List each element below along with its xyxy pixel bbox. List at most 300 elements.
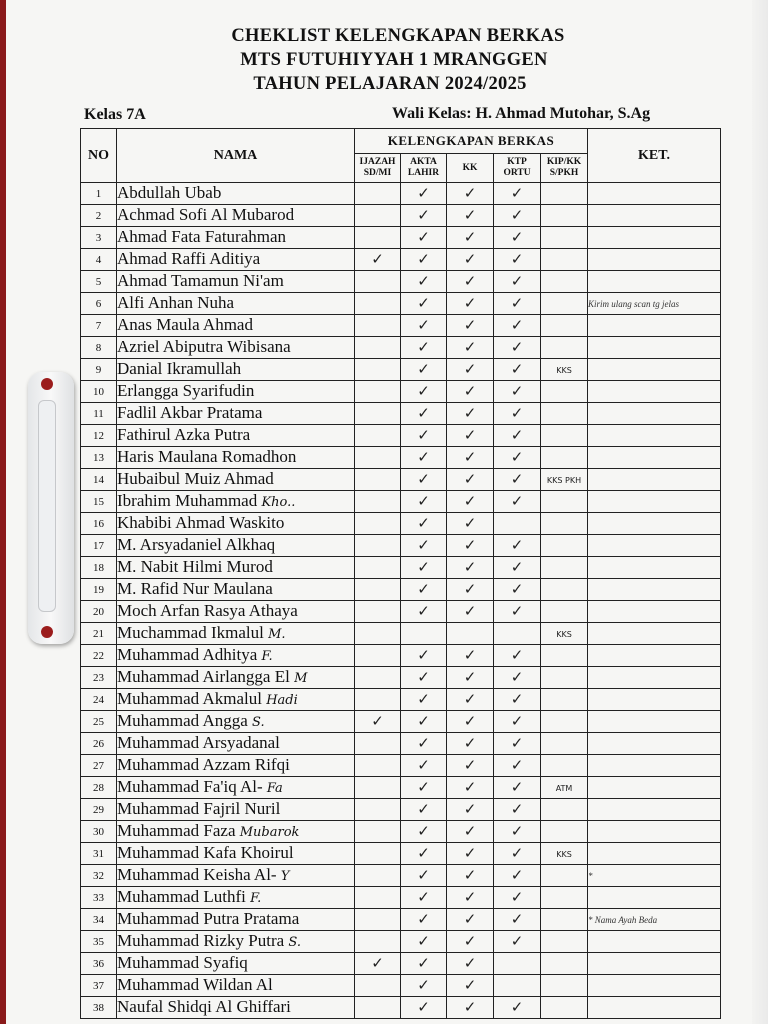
student-name (117, 953, 355, 975)
keterangan (588, 271, 721, 293)
row-number: 1 (81, 183, 117, 205)
student-name-text: M. Arsyadaniel Alkhaq (117, 535, 276, 554)
kk-check: ✓ (447, 535, 494, 557)
ijazah-check (355, 645, 401, 667)
row-number: 24 (81, 689, 117, 711)
keterangan (588, 777, 721, 799)
table-row (81, 865, 721, 887)
row-number: 28 (81, 777, 117, 799)
kk-check: ✓ (447, 689, 494, 711)
akta-check: ✓ (401, 227, 447, 249)
kip-note-text: KKS (556, 629, 572, 639)
table-row (81, 579, 721, 601)
kip-note (541, 865, 588, 887)
row-number: 20 (81, 601, 117, 623)
keterangan (588, 403, 721, 425)
ijazah-check (355, 777, 401, 799)
ijazah-check (355, 513, 401, 535)
ktp-check: ✓ (494, 645, 541, 667)
akta-check: ✓ (401, 557, 447, 579)
akta-check: ✓ (401, 645, 447, 667)
ijazah-check (355, 337, 401, 359)
row-number: 12 (81, 425, 117, 447)
kk-check: ✓ (447, 887, 494, 909)
table-row (81, 183, 721, 205)
row-number: 14 (81, 469, 117, 491)
kip-note (541, 579, 588, 601)
table-row (81, 271, 721, 293)
ijazah-check (355, 755, 401, 777)
ijazah-check (355, 205, 401, 227)
ktp-check: ✓ (494, 777, 541, 799)
kip-note (541, 315, 588, 337)
keterangan (588, 953, 721, 975)
akta-check: ✓ (401, 777, 447, 799)
student-name-text: Muhammad Adhitya (117, 645, 258, 664)
keterangan (588, 931, 721, 953)
ijazah-check (355, 843, 401, 865)
akta-check: ✓ (401, 205, 447, 227)
header-no: NO (81, 129, 117, 183)
ktp-check: ✓ (494, 293, 541, 315)
kk-check: ✓ (447, 865, 494, 887)
kk-check: ✓ (447, 975, 494, 997)
ijazah-check: ✓ (355, 249, 401, 271)
kk-check: ✓ (447, 381, 494, 403)
ktp-check: ✓ (494, 887, 541, 909)
ktp-check: ✓ (494, 821, 541, 843)
kip-note (541, 799, 588, 821)
ktp-check: ✓ (494, 381, 541, 403)
row-number: 27 (81, 755, 117, 777)
clip-bar (38, 400, 56, 612)
header-akta: AKTA LAHIR (401, 154, 447, 183)
keterangan (588, 557, 721, 579)
row-number: 34 (81, 909, 117, 931)
kk-check: ✓ (447, 711, 494, 733)
keterangan (588, 755, 721, 777)
row-number: 25 (81, 711, 117, 733)
class-label: Kelas 7A (84, 106, 146, 123)
student-name-text: Haris Maulana Romadhon (117, 447, 297, 466)
student-name-text: Muchammad Ikmalul (117, 623, 264, 642)
student-name (117, 381, 355, 403)
student-name-text: Muhammad Airlangga El (117, 667, 290, 686)
kip-note (541, 227, 588, 249)
keterangan (588, 711, 721, 733)
student-name-text: Alfi Anhan Nuha (117, 293, 235, 312)
akta-check: ✓ (401, 821, 447, 843)
student-name-text: Muhammad Fa'iq Al- (117, 777, 263, 796)
kip-note (541, 249, 588, 271)
row-number: 6 (81, 293, 117, 315)
student-name (117, 887, 355, 909)
ijazah-check (355, 909, 401, 931)
ktp-check: ✓ (494, 337, 541, 359)
keterangan (588, 359, 721, 381)
handwritten-name-suffix: F. (261, 649, 273, 664)
keterangan (588, 579, 721, 601)
table-row (81, 513, 721, 535)
student-name-text: Muhammad Arsyadanal (117, 733, 280, 752)
kip-note (541, 733, 588, 755)
student-name (117, 821, 355, 843)
row-number: 18 (81, 557, 117, 579)
akta-check: ✓ (401, 315, 447, 337)
keterangan (588, 205, 721, 227)
keterangan (588, 183, 721, 205)
table-row (81, 557, 721, 579)
homeroom-teacher: Wali Kelas: H. Ahmad Mutohar, S.Ag (392, 105, 651, 122)
akta-check: ✓ (401, 447, 447, 469)
student-name (117, 601, 355, 623)
akta-check: ✓ (401, 931, 447, 953)
kip-note (541, 359, 588, 381)
akta-check: ✓ (401, 843, 447, 865)
kip-note (541, 689, 588, 711)
kip-note (541, 513, 588, 535)
ktp-check: ✓ (494, 249, 541, 271)
ijazah-check (355, 403, 401, 425)
student-name (117, 271, 355, 293)
keterangan: * Nama Ayah Beda (588, 909, 721, 931)
student-name-text: Muhammad Kafa Khoirul (117, 843, 294, 862)
kk-check: ✓ (447, 821, 494, 843)
akta-check: ✓ (401, 337, 447, 359)
student-name (117, 623, 355, 645)
kip-note (541, 491, 588, 513)
row-number: 13 (81, 447, 117, 469)
kip-note (541, 821, 588, 843)
table-row (81, 975, 721, 997)
student-name (117, 865, 355, 887)
header-ktp: KTP ORTU (494, 154, 541, 183)
akta-check: ✓ (401, 975, 447, 997)
student-name-text: M. Nabit Hilmi Murod (117, 557, 273, 576)
keterangan (588, 689, 721, 711)
ijazah-check (355, 447, 401, 469)
ktp-check: ✓ (494, 755, 541, 777)
akta-check: ✓ (401, 953, 447, 975)
ktp-check: ✓ (494, 997, 541, 1019)
akta-check: ✓ (401, 733, 447, 755)
akta-check: ✓ (401, 711, 447, 733)
ijazah-check (355, 931, 401, 953)
table-row (81, 315, 721, 337)
table-row (81, 469, 721, 491)
ktp-check (494, 623, 541, 645)
kip-note (541, 381, 588, 403)
ktp-check: ✓ (494, 469, 541, 491)
kk-check: ✓ (447, 843, 494, 865)
row-number: 11 (81, 403, 117, 425)
student-name (117, 733, 355, 755)
table-row (81, 205, 721, 227)
ijazah-check (355, 469, 401, 491)
row-number: 5 (81, 271, 117, 293)
kk-check: ✓ (447, 733, 494, 755)
row-number: 4 (81, 249, 117, 271)
table-row (81, 535, 721, 557)
student-name (117, 249, 355, 271)
kip-note (541, 623, 588, 645)
kk-check: ✓ (447, 777, 494, 799)
keterangan (588, 447, 721, 469)
handwritten-name-suffix: Hadi (266, 693, 298, 708)
table-row (81, 689, 721, 711)
header-ket: KET. (588, 129, 721, 183)
ktp-check: ✓ (494, 689, 541, 711)
handwritten-name-suffix: M. (268, 627, 286, 642)
student-name (117, 843, 355, 865)
ijazah-check: ✓ (355, 953, 401, 975)
ijazah-check (355, 315, 401, 337)
student-name-text: Muhammad Wildan Al (117, 975, 273, 994)
kk-check: ✓ (447, 293, 494, 315)
keterangan (588, 425, 721, 447)
ijazah-check (355, 293, 401, 315)
akta-check: ✓ (401, 271, 447, 293)
kk-check: ✓ (447, 909, 494, 931)
kip-note (541, 293, 588, 315)
header-ijazah: IJAZAH SD/MI (355, 154, 401, 183)
student-name (117, 513, 355, 535)
akta-check: ✓ (401, 513, 447, 535)
kip-note (541, 337, 588, 359)
keterangan (588, 535, 721, 557)
student-name (117, 711, 355, 733)
ktp-check (494, 975, 541, 997)
student-name (117, 183, 355, 205)
handwritten-name-suffix: S. (252, 715, 265, 730)
student-name (117, 491, 355, 513)
keterangan: Kirim ulang scan tg jelas (588, 293, 721, 315)
header-kip: KIP/KK S/PKH (541, 154, 588, 183)
table-row (81, 337, 721, 359)
student-name (117, 579, 355, 601)
keterangan: * (588, 865, 721, 887)
student-name-text: Danial Ikramullah (117, 359, 242, 378)
table-row (81, 777, 721, 799)
kk-check: ✓ (447, 931, 494, 953)
kip-note (541, 403, 588, 425)
row-number: 8 (81, 337, 117, 359)
ktp-check: ✓ (494, 711, 541, 733)
keterangan (588, 799, 721, 821)
table-row (81, 249, 721, 271)
ijazah-check (355, 557, 401, 579)
ktp-check: ✓ (494, 557, 541, 579)
akta-check: ✓ (401, 887, 447, 909)
table-row (81, 887, 721, 909)
akta-check: ✓ (401, 359, 447, 381)
student-name (117, 447, 355, 469)
student-name (117, 645, 355, 667)
table-row (81, 645, 721, 667)
student-name-text: Hubaibul Muiz Ahmad (117, 469, 274, 488)
student-name-text: Muhammad Faza (117, 821, 236, 840)
ktp-check: ✓ (494, 799, 541, 821)
ijazah-check (355, 227, 401, 249)
ktp-check (494, 953, 541, 975)
kip-note-text: KKS (556, 849, 572, 859)
row-number: 33 (81, 887, 117, 909)
kip-note (541, 667, 588, 689)
row-number: 2 (81, 205, 117, 227)
akta-check: ✓ (401, 667, 447, 689)
akta-check: ✓ (401, 997, 447, 1019)
table-row (81, 293, 721, 315)
header-kk: KK (447, 154, 494, 183)
ijazah-check (355, 799, 401, 821)
kk-check: ✓ (447, 601, 494, 623)
ktp-check: ✓ (494, 843, 541, 865)
keterangan (588, 227, 721, 249)
table-row (81, 381, 721, 403)
ijazah-check (355, 623, 401, 645)
ijazah-check (355, 271, 401, 293)
row-number: 37 (81, 975, 117, 997)
kk-check: ✓ (447, 755, 494, 777)
keterangan (588, 623, 721, 645)
ktp-check: ✓ (494, 535, 541, 557)
row-number: 19 (81, 579, 117, 601)
kk-check: ✓ (447, 403, 494, 425)
kip-note (541, 953, 588, 975)
student-name (117, 975, 355, 997)
student-name-text: Muhammad Syafiq (117, 953, 248, 972)
akta-check: ✓ (401, 183, 447, 205)
keterangan (588, 645, 721, 667)
akta-check: ✓ (401, 403, 447, 425)
akta-check: ✓ (401, 755, 447, 777)
student-name-text: Ibrahim Muhammad (117, 491, 258, 510)
student-name-text: Muhammad Putra Pratama (117, 909, 300, 928)
title-line-2: MTS FUTUHIYYAH 1 MRANGGEN (240, 50, 548, 70)
akta-check: ✓ (401, 601, 447, 623)
ijazah-check (355, 997, 401, 1019)
kk-check (447, 623, 494, 645)
ktp-check: ✓ (494, 579, 541, 601)
title-line-1: CHEKLIST KELENGKAPAN BERKAS (231, 26, 565, 46)
kk-check: ✓ (447, 227, 494, 249)
keterangan (588, 667, 721, 689)
student-name (117, 557, 355, 579)
kk-check: ✓ (447, 997, 494, 1019)
binder-clip (28, 372, 74, 644)
row-number: 3 (81, 227, 117, 249)
kip-note (541, 931, 588, 953)
akta-check: ✓ (401, 865, 447, 887)
table-row (81, 997, 721, 1019)
keterangan (588, 249, 721, 271)
keterangan (588, 491, 721, 513)
ktp-check: ✓ (494, 205, 541, 227)
ktp-check (494, 513, 541, 535)
kip-note (541, 909, 588, 931)
row-number: 15 (81, 491, 117, 513)
ijazah-check (355, 579, 401, 601)
clip-rivet-icon (41, 378, 53, 390)
kk-check: ✓ (447, 557, 494, 579)
kip-note (541, 447, 588, 469)
row-number: 35 (81, 931, 117, 953)
kk-check: ✓ (447, 425, 494, 447)
keterangan (588, 469, 721, 491)
keterangan (588, 601, 721, 623)
ijazah-check (355, 491, 401, 513)
student-name (117, 997, 355, 1019)
table-row (81, 601, 721, 623)
student-name-text: Ahmad Raffi Aditiya (117, 249, 261, 268)
student-name (117, 425, 355, 447)
row-number: 29 (81, 799, 117, 821)
table-row (81, 359, 721, 381)
table-row (81, 755, 721, 777)
akta-check: ✓ (401, 249, 447, 271)
akta-check: ✓ (401, 579, 447, 601)
ktp-check: ✓ (494, 227, 541, 249)
keterangan (588, 315, 721, 337)
keterangan (588, 843, 721, 865)
student-name-text: M. Rafid Nur Maulana (117, 579, 273, 598)
student-name-text: Fathirul Azka Putra (117, 425, 251, 444)
keterangan (588, 337, 721, 359)
kk-check: ✓ (447, 953, 494, 975)
student-name-text: Moch Arfan Rasya Athaya (117, 601, 298, 620)
kk-check: ✓ (447, 205, 494, 227)
kip-note (541, 183, 588, 205)
table-row (81, 403, 721, 425)
checklist-table (80, 128, 721, 1019)
student-rows (81, 183, 721, 1019)
akta-check: ✓ (401, 535, 447, 557)
keterangan (588, 513, 721, 535)
keterangan (588, 381, 721, 403)
kk-check: ✓ (447, 799, 494, 821)
kk-check: ✓ (447, 469, 494, 491)
kip-note (541, 205, 588, 227)
handwritten-name-suffix: M (294, 671, 308, 686)
kk-check: ✓ (447, 447, 494, 469)
table-row (81, 447, 721, 469)
kip-note (541, 777, 588, 799)
row-number: 23 (81, 667, 117, 689)
header-kelengkapan-berkas: KELENGKAPAN BERKAS (355, 129, 588, 154)
ijazah-check (355, 689, 401, 711)
handwritten-name-suffix: Y (280, 869, 290, 884)
student-name (117, 931, 355, 953)
title-line-3: TAHUN PELAJARAN 2024/2025 (253, 74, 527, 94)
kip-note (541, 711, 588, 733)
kip-note-text: KKS (556, 365, 572, 375)
table-row (81, 821, 721, 843)
student-name-text: Muhammad Akmalul (117, 689, 262, 708)
kk-check: ✓ (447, 645, 494, 667)
ijazah-check (355, 381, 401, 403)
row-number: 22 (81, 645, 117, 667)
handwritten-name-suffix: Kho.. (261, 495, 296, 510)
keterangan (588, 821, 721, 843)
table-row (81, 931, 721, 953)
kip-note (541, 557, 588, 579)
kip-note (541, 645, 588, 667)
kk-check: ✓ (447, 579, 494, 601)
kk-check: ✓ (447, 359, 494, 381)
akta-check: ✓ (401, 909, 447, 931)
student-name (117, 403, 355, 425)
ktp-check: ✓ (494, 447, 541, 469)
